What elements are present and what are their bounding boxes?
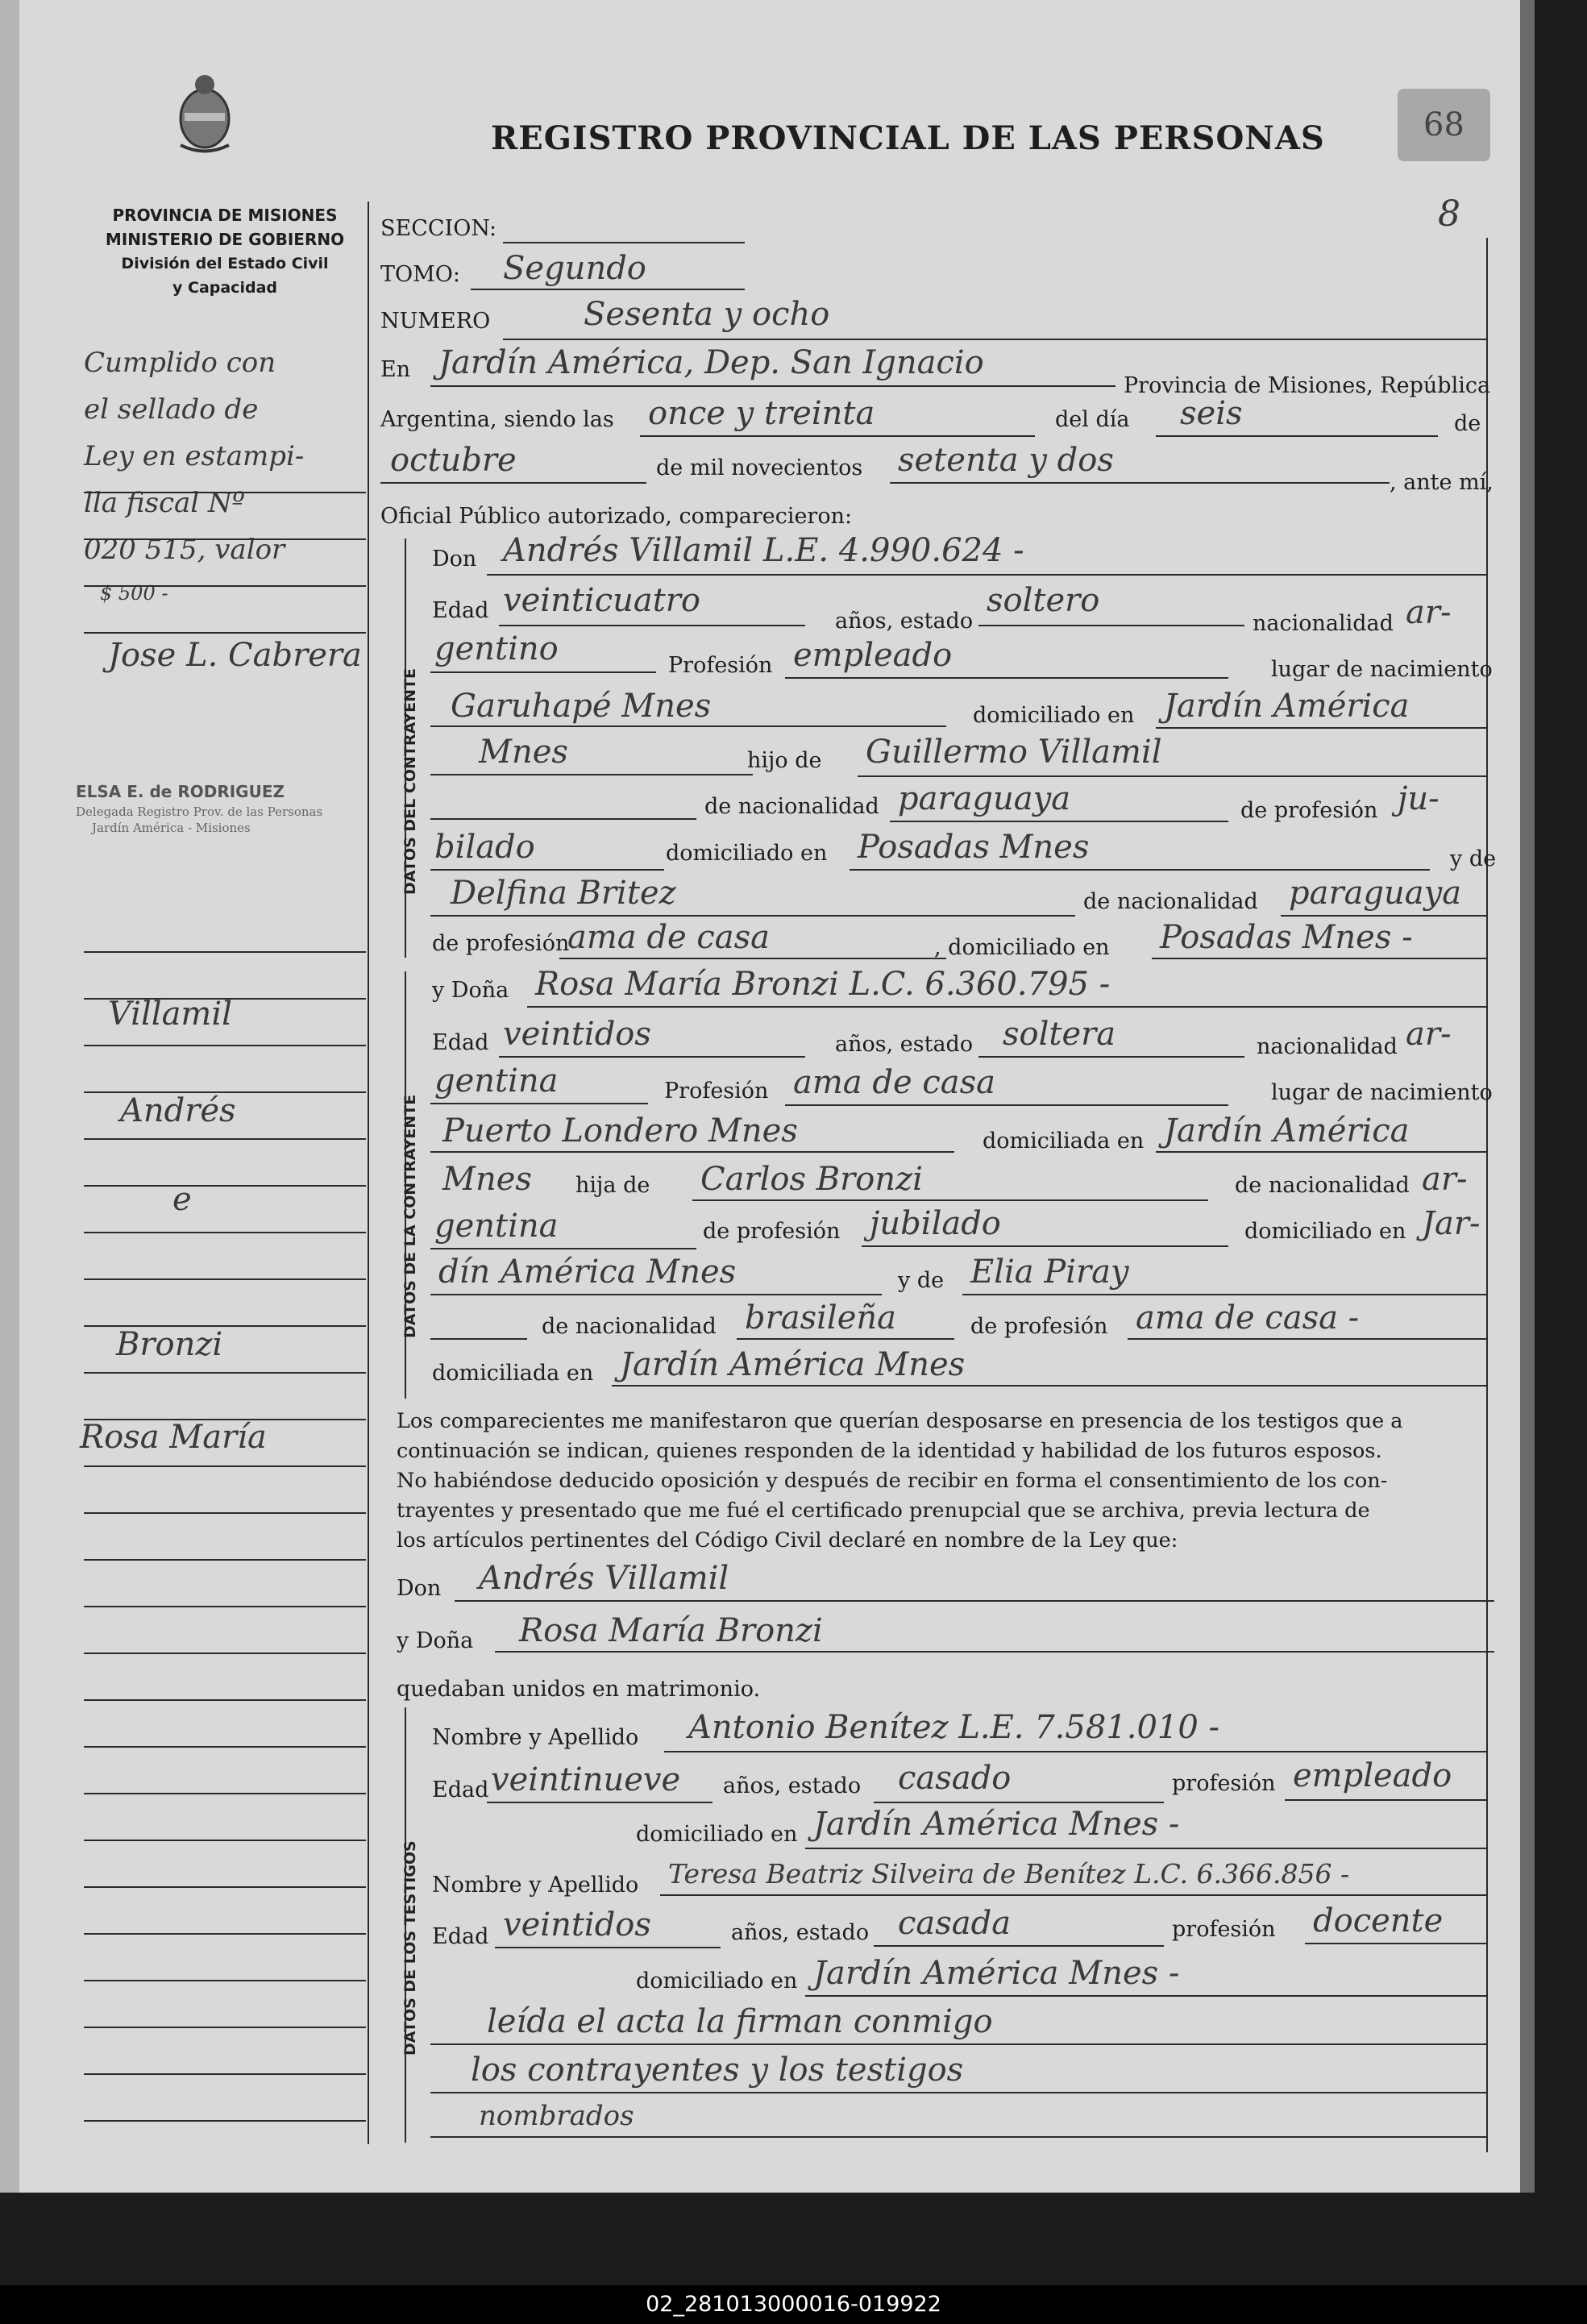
legal-line: los artículos pertinentes del Código Civil declaré en nombre de la Ley que: — [397, 1528, 1178, 1553]
de-mil-label: de mil novecientos — [656, 455, 863, 480]
bride-address-cont: Mnes — [442, 1161, 532, 1198]
nacionalidad-label: nacionalidad — [1257, 1034, 1398, 1059]
witness2-marital-status: casada — [898, 1905, 1012, 1942]
bride-name: Rosa María Bronzi L.C. 6.360.795 - — [535, 966, 1111, 1003]
margin-surname: Villamil — [108, 996, 232, 1033]
witness1-marital-status: casado — [898, 1760, 1012, 1797]
groom-marital-status: soltero — [987, 582, 1100, 619]
office-division: División del Estado Civil — [121, 255, 329, 272]
del-dia-label: del día — [1055, 407, 1130, 432]
bride-father: Carlos Bronzi — [700, 1161, 923, 1198]
bride-age: veintidos — [503, 1016, 651, 1053]
delegate-stamp-line: Jardín América - Misiones — [92, 821, 251, 835]
witness1-age: veintinueve — [491, 1761, 681, 1798]
witness2-age: veintidos — [503, 1906, 651, 1944]
office-ministry: MINISTERIO DE GOBIERNO — [105, 230, 345, 249]
groom-mother: Delfina Britez — [451, 875, 676, 912]
estado-label: años, estado — [835, 609, 974, 634]
groom-nationality-cont: gentino — [434, 630, 559, 667]
closing-line: leída el acta la firman conmigo — [487, 2003, 993, 2040]
margin-signature: Jose L. Cabrera — [108, 637, 362, 674]
delegate-stamp: ELSA E. de RODRIGUEZ — [76, 782, 285, 801]
oficial-label: Oficial Público autorizado, comparecieron: — [380, 504, 853, 529]
bride-name-final: Rosa María Bronzi — [519, 1612, 823, 1649]
de-nacionalidad-label: de nacionalidad — [1083, 889, 1258, 914]
profesion-label: Profesión — [664, 1079, 769, 1104]
margin-surname: Bronzi — [116, 1326, 223, 1363]
tomo-label: TOMO: — [380, 262, 461, 287]
de-nacionalidad-label: de nacionalidad — [542, 1314, 717, 1339]
folio-stamp — [1398, 89, 1490, 161]
coat-of-arms-icon — [168, 69, 241, 157]
groom-name: Andrés Villamil L.E. 4.990.624 - — [503, 532, 1024, 569]
groom-section-label: DATOS DEL CONTRAYENTE — [401, 668, 419, 895]
hora-value: once y treinta — [648, 395, 875, 432]
bride-father-profession: jubilado — [870, 1205, 1001, 1242]
y-de-label: y de — [898, 1268, 945, 1293]
delegate-stamp-line: Delegada Registro Prov. de las Personas — [76, 804, 323, 819]
margin-surname: Andrés — [120, 1092, 236, 1129]
domiciliado-label: domiciliado en — [636, 1969, 798, 1993]
file-id-label: 02_281013000016-019922 — [646, 2292, 941, 2317]
father-profession: ju- — [1398, 780, 1440, 817]
y-dona-label: y Doña — [432, 978, 509, 1003]
en-label: En — [380, 357, 411, 382]
siendo-las-label: Argentina, siendo las — [380, 407, 614, 432]
domiciliada-label: domiciliada en — [432, 1361, 594, 1386]
mother-address: Posadas Mnes - — [1160, 919, 1413, 956]
margin-rule — [368, 202, 369, 2144]
profesion-label: profesión — [1172, 1771, 1276, 1796]
bride-father-address: Jar- — [1422, 1205, 1481, 1242]
profesion-label: Profesión — [668, 653, 773, 678]
bride-father-nationality: ar- — [1422, 1161, 1468, 1198]
estado-label: años, estado — [723, 1773, 862, 1798]
witnesses-section-label: DATOS DE LOS TESTIGOS — [401, 1840, 419, 2056]
witness2-name: Teresa Beatriz Silveira de Benítez L.C. 6.366.856 - — [668, 1858, 1350, 1890]
father-profession-cont: bilado — [434, 829, 535, 866]
nombre-apellido-label: Nombre y Apellido — [432, 1725, 639, 1750]
hijo-de-label: hijo de — [747, 748, 822, 773]
father-nationality: paraguaya — [898, 780, 1071, 817]
bride-father-address-cont: dín América Mnes — [438, 1253, 737, 1291]
groom-father: Guillermo Villamil — [866, 734, 1162, 771]
lugar-nacimiento-label: lugar de nacimiento — [1271, 657, 1493, 682]
de-profesion-label: de profesión — [432, 931, 570, 956]
profesion-label: profesión — [1172, 1917, 1276, 1942]
bride-address: Jardín América — [1164, 1112, 1410, 1150]
de-profesion-label: de profesión — [970, 1314, 1108, 1339]
dia-value: seis — [1180, 395, 1243, 432]
edad-label: Edad — [432, 1030, 489, 1055]
de-profesion-label: de profesión — [703, 1219, 841, 1244]
anio-value: setenta y dos — [898, 442, 1114, 479]
groom-name-final: Andrés Villamil — [479, 1560, 729, 1597]
groom-birthplace: Garuhapé Mnes — [451, 688, 712, 725]
numero-value: Sesenta y ocho — [584, 296, 830, 333]
domiciliado-label: domiciliado en — [973, 703, 1135, 728]
estado-label: años, estado — [835, 1032, 974, 1057]
bride-mother-nationality: brasileña — [745, 1299, 896, 1337]
margin-note-line: $ 500 - — [100, 582, 168, 605]
closing-line: los contrayentes y los testigos — [471, 2052, 964, 2089]
domiciliado-label: domiciliado en — [666, 841, 828, 866]
issuing-office — [68, 203, 382, 300]
legal-line: No habiéndose deducido oposición y después de recibir en forma el consentimiento de los con- — [397, 1469, 1388, 1493]
estado-label: años, estado — [731, 1920, 870, 1945]
de-nacionalidad-label: de nacionalidad — [1235, 1173, 1410, 1198]
edad-label: Edad — [432, 1924, 489, 1949]
bride-mother: Elia Piray — [970, 1253, 1129, 1291]
page-number: 8 — [1438, 193, 1460, 235]
domiciliado-label: domiciliado en — [1244, 1219, 1406, 1244]
legal-line: continuación se indican, quienes responden de la identidad y habilidad de los futuros esposos. — [397, 1439, 1382, 1463]
provincia-label: Provincia de Misiones, República — [1124, 373, 1491, 398]
groom-profession: empleado — [793, 637, 953, 674]
legal-line: Los comparecientes me manifestaron que querían desposarse en presencia de los testigos que a — [397, 1409, 1403, 1433]
legal-line: trayentes y presentado que me fué el certificado prenupcial que se archiva, previa lectura de — [397, 1499, 1370, 1523]
mother-profession: ama de casa — [567, 919, 770, 956]
right-rule — [1486, 238, 1488, 2152]
numero-label: NUMERO — [380, 309, 491, 334]
de-profesion-label: de profesión — [1240, 798, 1378, 823]
nacionalidad-label: nacionalidad — [1253, 611, 1394, 636]
bride-nationality: ar- — [1406, 1016, 1452, 1053]
register-page — [19, 0, 1535, 2193]
folio-stamp-number: 68 — [1423, 106, 1464, 143]
page-title: REGISTRO PROVINCIAL DE LAS PERSONAS — [491, 119, 1325, 157]
domiciliada-label: domiciliada en — [983, 1129, 1145, 1154]
margin-note-line: 020 515, valor — [84, 534, 285, 566]
margin-note-line: Cumplido con — [84, 347, 276, 379]
witness2-profession: docente — [1313, 1902, 1444, 1939]
witness1-name: Antonio Benítez L.E. 7.581.010 - — [688, 1709, 1220, 1746]
margin-surname: e — [172, 1181, 192, 1218]
don-label: Don — [432, 547, 477, 572]
quedaban-label: quedaban unidos en matrimonio. — [397, 1677, 761, 1702]
tomo-value: Segundo — [503, 250, 646, 287]
ante-mi-label: , ante mí, — [1390, 470, 1494, 495]
domiciliado-label: domiciliado en — [636, 1822, 798, 1847]
bride-birthplace: Puerto Londero Mnes — [442, 1112, 798, 1150]
margin-note-line: Ley en estampi- — [84, 440, 305, 472]
hija-de-label: hija de — [575, 1173, 650, 1198]
office-capacity: y Capacidad — [172, 279, 277, 297]
de-label: de — [1454, 411, 1481, 436]
bride-mother-profession: ama de casa - — [1136, 1299, 1360, 1337]
binding-strip — [0, 0, 19, 2193]
mother-nationality: paraguaya — [1289, 875, 1462, 912]
bride-father-nationality-cont: gentina — [434, 1208, 559, 1245]
nombre-apellido-label: Nombre y Apellido — [432, 1873, 639, 1898]
mes-value: octubre — [390, 442, 517, 479]
groom-nationality: ar- — [1406, 594, 1452, 631]
groom-address-cont: Mnes — [479, 734, 568, 771]
lugar-nacimiento-label: lugar de nacimiento — [1271, 1080, 1493, 1105]
bride-profession: ama de casa — [793, 1064, 995, 1101]
edad-label: Edad — [432, 1777, 489, 1802]
witness2-address: Jardín América Mnes - — [813, 1955, 1180, 1992]
groom-address: Jardín América — [1164, 688, 1410, 725]
groom-age: veinticuatro — [503, 582, 700, 619]
domiciliado-label: , domiciliado en — [934, 935, 1110, 960]
witness1-profession: empleado — [1293, 1757, 1452, 1794]
don-label: Don — [397, 1576, 442, 1601]
bride-mother-address: Jardín América Mnes — [620, 1346, 966, 1383]
margin-note-line: el sellado de — [84, 393, 259, 426]
office-province: PROVINCIA DE MISIONES — [112, 206, 338, 225]
lugar-value: Jardín América, Dep. San Ignacio — [438, 344, 984, 381]
de-nacionalidad-label: de nacionalidad — [704, 794, 879, 819]
father-address: Posadas Mnes — [858, 829, 1090, 866]
margin-surname: Rosa María — [80, 1419, 267, 1456]
bride-section-label: DATOS DE LA CONTRAYENTE — [401, 1094, 419, 1338]
witness1-address: Jardín América Mnes - — [813, 1806, 1180, 1843]
y-dona-label: y Doña — [397, 1628, 474, 1653]
legal-paragraph — [397, 1407, 1402, 1556]
bride-nationality-cont: gentina — [434, 1062, 559, 1100]
bride-marital-status: soltera — [1003, 1016, 1116, 1053]
margin-note-line: lla fiscal Nº — [84, 487, 245, 519]
seccion-label: SECCION: — [380, 216, 497, 241]
closing-line: nombrados — [479, 2100, 634, 2132]
y-de-label: y de — [1450, 846, 1497, 871]
edad-label: Edad — [432, 598, 489, 623]
